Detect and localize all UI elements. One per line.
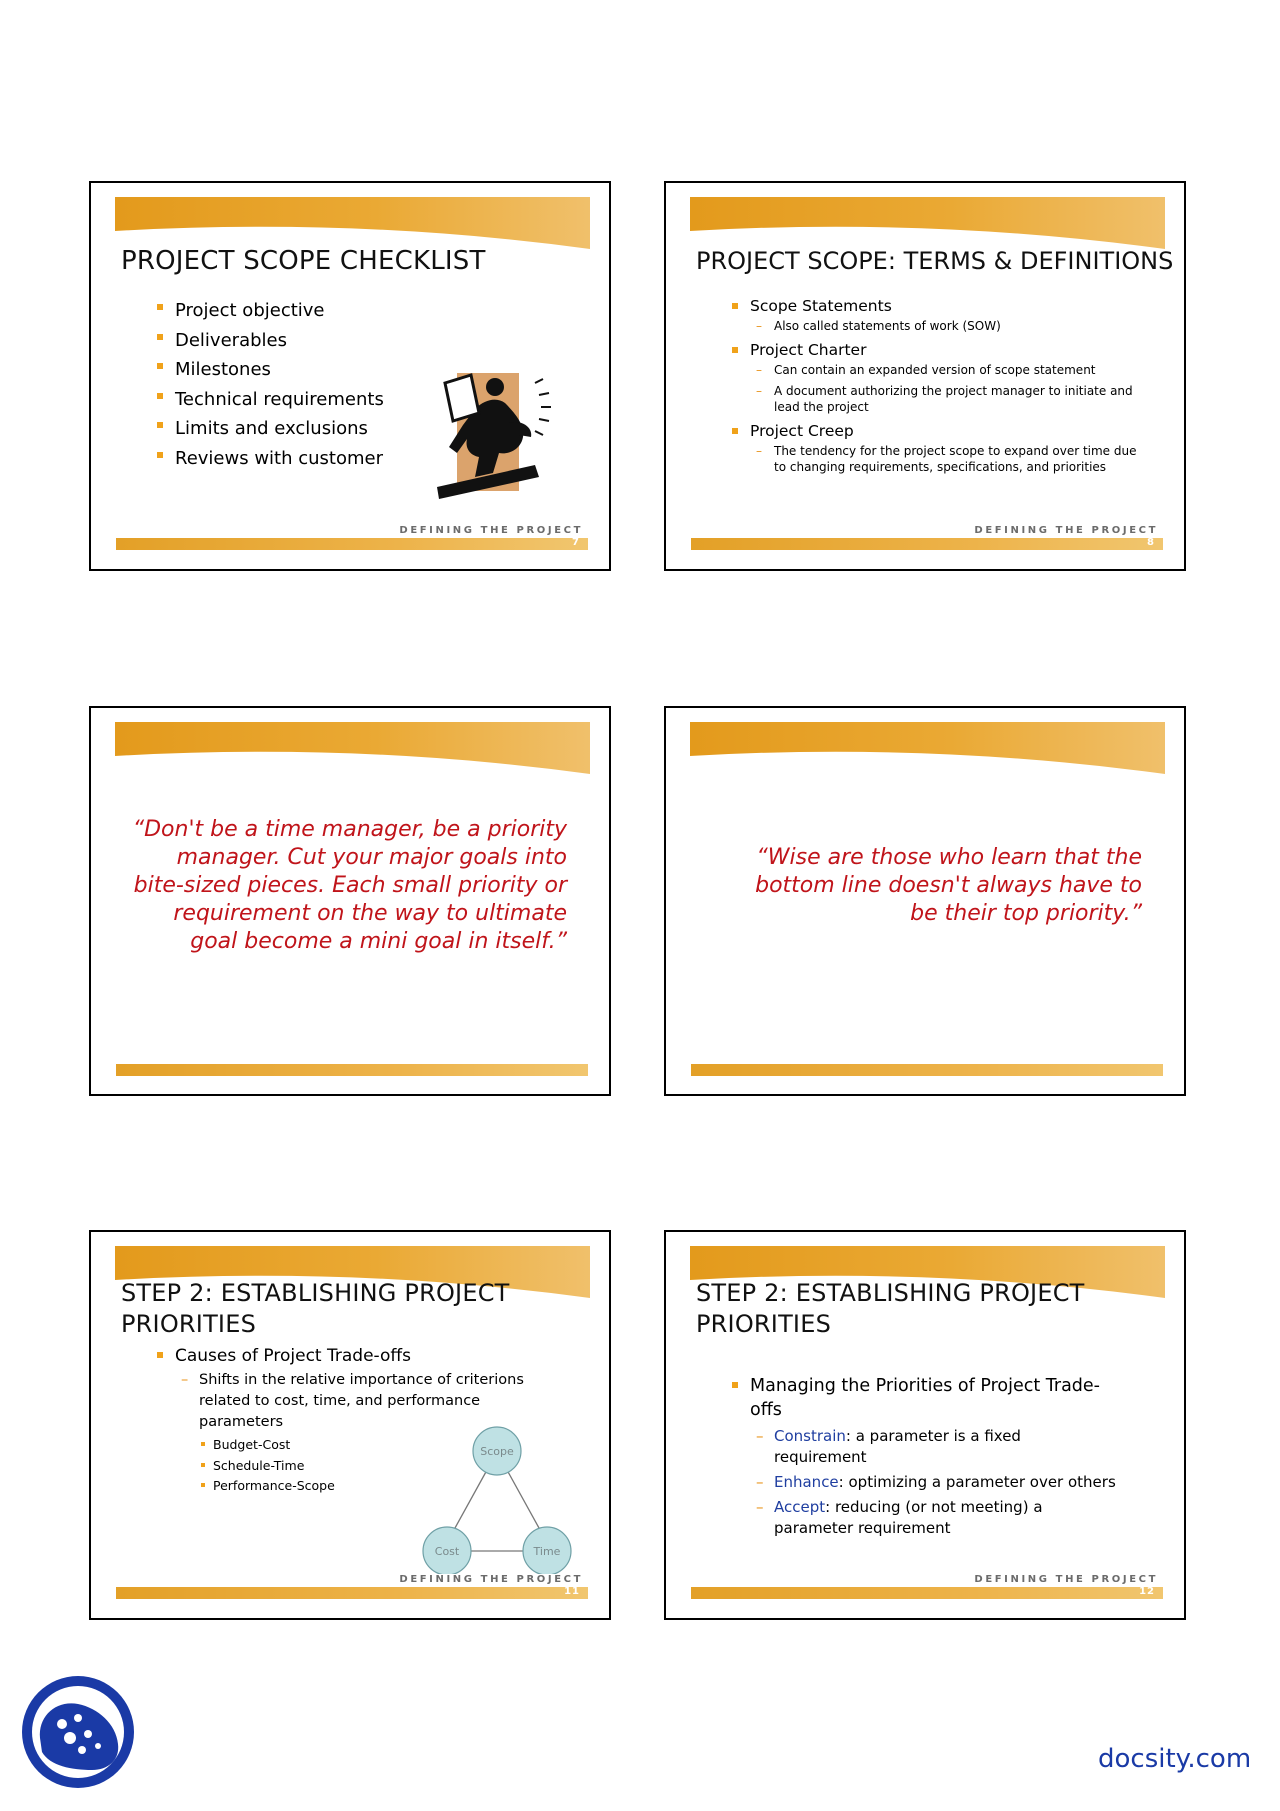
slide-header-banner [690, 197, 1165, 249]
brand-link[interactable]: docsity.com [1098, 1744, 1252, 1774]
list-item: Causes of Project Trade-offs – Shifts in the relative importance of criterions related to cost, time, and performance parameters Budget-Cost Schedule-Time Performance-Scope [157, 1344, 577, 1497]
term-label: Project Creep [750, 422, 854, 440]
triple-constraint-diagram [391, 1424, 591, 1574]
slide-12 [664, 1230, 1186, 1620]
list-item [732, 339, 1152, 415]
slide-header-banner [690, 722, 1165, 774]
footer-bar [691, 1587, 1163, 1599]
slide-8 [664, 181, 1186, 571]
docsity-logo-icon[interactable] [20, 1674, 136, 1790]
footer-label: DEFINING THE PROJECT [399, 525, 583, 536]
businessman-running-with-paper-icon [435, 369, 565, 509]
sub-item: – Can contain an expanded version of scope statement [756, 362, 1152, 378]
sub-item: – Accept: reducing (or not meeting) a parameter requirement [756, 1497, 1116, 1539]
trade-off-management [732, 1374, 1132, 1539]
list-item: Deliverables [157, 326, 384, 356]
footer-label: DEFINING THE PROJECT [399, 1574, 583, 1585]
footer-label: DEFINING THE PROJECT [974, 525, 1158, 536]
quote-text: “Wise are those who learn that the bottom line doesn't always have to be their top priority.” [755, 845, 1142, 926]
quote-text: “Don't be a time manager, be a priority manager. Cut your major goals into bite-sized pieces. Each small priority or requirement on the way to ultimate goal become a mini goal in itself.” [132, 817, 567, 954]
list-item: Limits and exclusions [157, 414, 384, 444]
list-item: Milestones [157, 355, 384, 385]
footer-bar [116, 1587, 588, 1599]
bullet-list [157, 296, 384, 473]
definitions-list [732, 295, 1152, 475]
sub-item: – Shifts in the relative importance of criterions related to cost, time, and performance parameters Budget-Cost Schedule-Time Performance-Scope [181, 1370, 561, 1497]
diagram-node-label: Time [533, 1545, 561, 1558]
diagram-node-label: Cost [434, 1545, 460, 1558]
sub-item: – Enhance: optimizing a parameter over others [756, 1472, 1116, 1493]
sub-item: – Constrain: a parameter is a fixed requirement [756, 1426, 1116, 1468]
list-item: Managing the Priorities of Project Trade-offs – Constrain: a parameter is a fixed requirement – Enhance: optimizing a parameter over others – Accept: reducing (or not meeting) a parameter requirement [732, 1374, 1120, 1539]
keyword: Enhance [774, 1473, 839, 1491]
list-item [732, 295, 1152, 334]
page-number: 8 [1147, 537, 1155, 548]
slide-header-banner [115, 197, 590, 249]
term-label: Scope Statements [750, 297, 892, 315]
slide-quote-1 [89, 706, 611, 1096]
page-number: 11 [564, 1586, 580, 1597]
slide-7 [89, 181, 611, 571]
slide-title [121, 1278, 510, 1340]
keyword: Accept [774, 1498, 826, 1516]
sub-sub-item: Schedule-Time [199, 1456, 561, 1477]
page-number: 7 [572, 537, 580, 548]
sub-sub-item: Budget-Cost [199, 1435, 561, 1456]
slide-quote-2 [664, 706, 1186, 1096]
title-line: PRIORITIES [121, 1310, 257, 1338]
footer-bar [116, 1064, 588, 1076]
title-line: PRIORITIES [696, 1310, 832, 1338]
sub-item: – The tendency for the project scope to expand over time due to changing requirements, specifications, and priorities [756, 443, 1152, 475]
slide-title: PROJECT SCOPE: TERMS & DEFINITIONS [696, 247, 1174, 275]
footer-bar [691, 1064, 1163, 1076]
sub-sub-item: Performance-Scope [199, 1476, 561, 1497]
term-label: Project Charter [750, 341, 867, 359]
diagram-node-label: Scope [480, 1445, 514, 1458]
keyword: Constrain [774, 1427, 846, 1445]
page-number: 12 [1139, 1586, 1155, 1597]
footer-bar [116, 538, 588, 550]
sub-item: – Also called statements of work (SOW) [756, 318, 1152, 334]
sub-item: – A document authorizing the project manager to initiate and lead the project [756, 383, 1152, 415]
list-item: Reviews with customer [157, 444, 384, 474]
title-line: STEP 2: ESTABLISHING PROJECT [696, 1279, 1085, 1307]
list-item: Technical requirements [157, 385, 384, 415]
list-item: Project objective [157, 296, 384, 326]
slide-title [696, 1278, 1085, 1340]
footer-bar [691, 538, 1163, 550]
slide-title: PROJECT SCOPE CHECKLIST [121, 246, 486, 276]
list-item [732, 420, 1152, 475]
slide-11 [89, 1230, 611, 1620]
footer-label: DEFINING THE PROJECT [974, 1574, 1158, 1585]
slide-header-banner [115, 722, 590, 774]
title-line: STEP 2: ESTABLISHING PROJECT [121, 1279, 510, 1307]
